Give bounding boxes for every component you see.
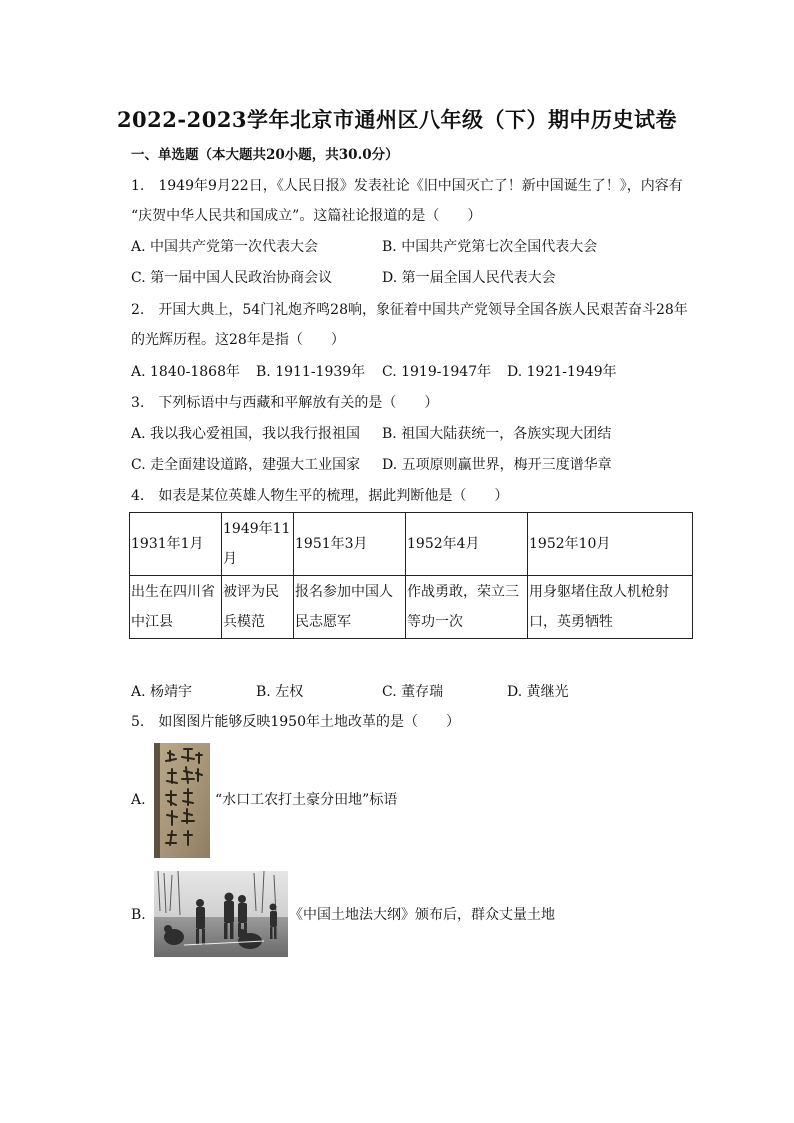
table-cell: 1949年11月	[222, 513, 294, 576]
question-3-option-c: C. 走全面建设道路，建强大工业国家	[131, 457, 361, 473]
slogan-photo	[154, 743, 210, 858]
question-3-option-a: A. 我以我心爱祖国，我以我行报祖国	[131, 426, 361, 442]
question-1-option-b: B. 中国共产党第七次全国代表大会	[382, 239, 598, 255]
question-4-text: 4. 如表是某位英雄人物生平的梳理，据此判断他是（ ）	[131, 488, 509, 504]
question-4-option-d: D. 黄继光	[507, 684, 569, 700]
hero-timeline-table	[129, 512, 693, 639]
question-1-option-a: A. 中国共产党第一次代表大会	[131, 239, 319, 255]
question-2-option-d: D. 1921-1949年	[507, 364, 617, 380]
question-3-option-d: D. 五项原则赢世界，梅开三度谱华章	[382, 457, 612, 473]
table-cell: 1952年10月	[528, 513, 693, 576]
table-row-dates	[130, 513, 693, 576]
question-1-option-c: C. 第一届中国人民政治协商会议	[131, 270, 333, 286]
page-title: 2022-2023学年北京市通州区八年级（下）期中历史试卷	[116, 107, 678, 132]
question-4-option-c: C. 董存瑞	[382, 684, 444, 700]
question-2-option-c: C. 1919-1947年	[382, 364, 492, 380]
question-2-option-b: B. 1911-1939年	[256, 364, 366, 380]
table-cell: 用身躯堵住敌人机枪射口，英勇牺牲	[528, 576, 693, 639]
question-3-text: 3. 下列标语中与西藏和平解放有关的是（ ）	[131, 395, 439, 411]
table-cell: 作战勇敢，荣立三等功一次	[406, 576, 528, 639]
question-1-text: 1. 1949年9月22日，《人民日报》发表社论《旧中国灭亡了！新中国诞生了！》，内容有	[131, 178, 683, 194]
question-1-text-cont: “庆贺中华人民共和国成立”。这篇社论报道的是（ ）	[131, 208, 482, 224]
question-5-option-b-label: B.	[131, 907, 146, 923]
question-4-option-a: A. 杨靖宇	[131, 684, 193, 700]
question-2-text-cont: 的光辉历程。这28年是指（ ）	[131, 332, 345, 348]
table-cell: 1952年4月	[406, 513, 528, 576]
question-2-text: 2. 开国大典上，54门礼炮齐鸣28响，象征着中国共产党领导全国各族人民艰苦奋斗28年	[131, 302, 688, 318]
table-cell: 1951年3月	[294, 513, 406, 576]
section-heading: 一、单选题（本大题共20小题，共30.0分）	[131, 147, 399, 163]
question-4-option-b: B. 左权	[256, 684, 304, 700]
question-3-option-b: B. 祖国大陆获统一，各族实现大团结	[382, 426, 612, 442]
question-5-option-a-caption: “水口工农打土豪分田地”标语	[215, 792, 398, 808]
table-cell: 1931年1月	[130, 513, 222, 576]
question-5-option-b-caption: 《中国土地法大纲》颁布后，群众丈量土地	[289, 907, 555, 923]
question-2-option-a: A. 1840-1868年	[131, 364, 240, 380]
question-1-option-d: D. 第一届全国人民代表大会	[382, 270, 556, 286]
question-5-text: 5. 如图图片能够反映1950年土地改革的是（ ）	[131, 714, 460, 730]
table-cell: 报名参加中国人民志愿军	[294, 576, 406, 639]
land-measuring-photo	[154, 871, 288, 957]
table-cell: 出生在四川省中江县	[130, 576, 222, 639]
question-5-option-a-label: A.	[131, 792, 146, 808]
table-row-events	[130, 576, 693, 639]
table-cell: 被评为民兵模范	[222, 576, 294, 639]
